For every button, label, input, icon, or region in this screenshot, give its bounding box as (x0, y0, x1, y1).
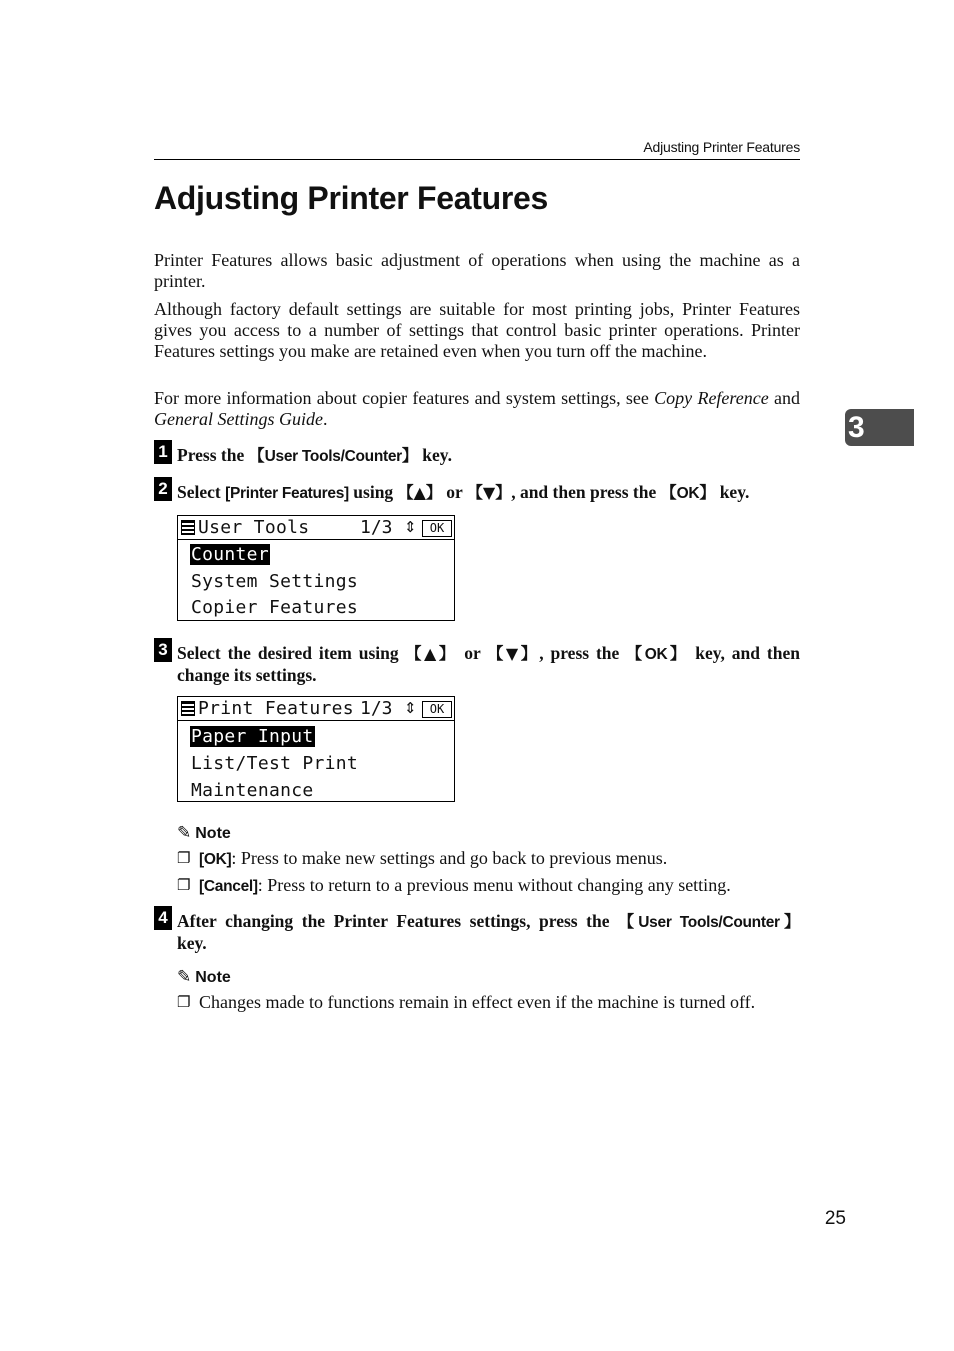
user-tools-counter-key: User Tools/Counter (638, 914, 780, 931)
intro-p3-end: . (322, 409, 328, 429)
step-1-text: Press the 【User Tools/Counter】 key. (177, 445, 452, 465)
cancel-key: [Cancel] (199, 878, 258, 895)
note-heading (177, 823, 231, 843)
ok-key: OK (676, 485, 700, 502)
page-number: 25 (824, 1208, 846, 1229)
lcd-screen-print-features (177, 696, 455, 802)
checkbox-bullet-icon: ❐ (177, 849, 191, 867)
step-4 (154, 906, 800, 956)
intro-p3-mid: and (768, 388, 801, 408)
up-arrow-icon: ▲ (424, 644, 439, 663)
printer-features-item: [Printer Features] (225, 485, 349, 502)
intro-paragraph-1: Printer Features allows basic adjustment of operations when using the machine as a printer. (154, 250, 800, 291)
lcd-page-indicator: 1/3 (360, 517, 393, 538)
step-3 (154, 638, 800, 688)
step-4-number: 4 (154, 906, 172, 930)
step-2-text: Select [Printer Features] using 【▲】 or 【▼】, and then press the 【OK】 key. (177, 482, 750, 502)
lcd-page-indicator: 1/3 (360, 698, 393, 719)
lcd-item-selected[interactable]: Paper Input (191, 726, 314, 747)
note-item-desc: : Press to make new settings and go back to previous menus. (231, 848, 668, 868)
up-down-arrows-icon: ⇕ (404, 699, 417, 717)
ok-key: OK (644, 646, 668, 663)
menu-list-icon (181, 701, 195, 716)
checkbox-bullet-icon: ❐ (177, 876, 191, 894)
note-item-text: Changes made to functions remain in effect even if the machine is turned off. (199, 992, 756, 1012)
step-2-post: key. (715, 482, 750, 502)
user-tools-counter-key: User Tools/Counter (264, 448, 402, 465)
lcd-title: User Tools (198, 517, 310, 538)
note-item (177, 875, 800, 897)
note-item (177, 848, 800, 870)
pencil-icon: ✎ (177, 967, 192, 987)
note-item-text (199, 848, 800, 870)
step-4-text-line-1: After changing the Printer Features settings, press the 【User Tools/Counter】 (177, 911, 800, 931)
step-2-number: 2 (154, 477, 172, 501)
chapter-tab (845, 409, 914, 446)
intro-paragraph-2: Although factory default settings are suitable for most printing jobs, Printer Features gives you access to a number of settings that control basic printer operations. Printer Features settings you make are retained even when you turn off the machine. (154, 299, 800, 361)
step-3-post1: key, and then (688, 643, 800, 663)
step-3-text-line-1: Select the desired item using 【▲】 or 【▼】, press the 【OK】 key, and then (177, 643, 800, 663)
lcd-ok-icon: OK (422, 701, 452, 718)
step-3-mid: , press the (539, 643, 627, 663)
step-1 (154, 440, 800, 466)
up-down-arrows-icon: ⇕ (404, 518, 417, 536)
step-2-mid1: using (348, 482, 398, 502)
step-3-number: 3 (154, 638, 172, 662)
menu-list-icon (181, 520, 195, 535)
note-item (177, 992, 800, 1034)
lcd-header (178, 697, 454, 721)
step-3-pre: Select the desired item using (177, 643, 406, 663)
lcd-ok-icon: OK (422, 520, 452, 537)
step-2-mid2: , and then press the (511, 482, 661, 502)
step-3-text-line-2: change its settings. (177, 665, 317, 685)
header-rule (154, 159, 800, 160)
checkbox-bullet-icon: ❐ (177, 993, 191, 1011)
lcd-screen-user-tools (177, 515, 455, 621)
chapter-number: 3 (848, 411, 865, 444)
step-1-pre: Press the (177, 445, 249, 465)
note-label: Note (195, 969, 231, 986)
ref-general-settings-guide: General Settings Guide (154, 409, 323, 429)
intro-p3-pre: For more information about copier features and system settings, see (154, 388, 655, 408)
lcd-item[interactable]: Maintenance (191, 780, 314, 801)
note-item-desc: : Press to return to a previous menu without changing any setting. (257, 875, 731, 895)
lcd-item[interactable]: Copier Features (191, 597, 359, 618)
step-2-or: or (441, 482, 467, 502)
note-label: Note (195, 825, 231, 842)
down-arrow-icon: ▼ (505, 644, 521, 663)
step-2-pre: Select (177, 482, 226, 502)
ref-copy-reference: Copy Reference (654, 388, 769, 408)
note-heading (177, 967, 231, 987)
pencil-icon: ✎ (177, 823, 192, 843)
lcd-item[interactable]: System Settings (191, 571, 359, 592)
step-3-or: or (457, 643, 488, 663)
note-item-text (199, 875, 800, 897)
running-header: Adjusting Printer Features (643, 139, 800, 155)
up-arrow-icon: ▲ (413, 483, 426, 502)
ok-key: [OK] (199, 851, 232, 868)
lcd-header (178, 516, 454, 540)
step-1-post: key. (417, 445, 452, 465)
page-title: Adjusting Printer Features (154, 180, 549, 216)
lcd-title: Print Features (198, 698, 354, 719)
down-arrow-icon: ▼ (482, 483, 496, 502)
step-2 (154, 477, 800, 503)
lcd-item[interactable]: List/Test Print (191, 753, 359, 774)
intro-paragraph-3 (154, 388, 800, 430)
lcd-item-selected[interactable]: Counter (191, 544, 269, 565)
step-1-number: 1 (154, 440, 172, 464)
step-4-text-line-2: key. (177, 933, 207, 953)
step-4-pre: After changing the Printer Features settings, press the (177, 911, 619, 931)
